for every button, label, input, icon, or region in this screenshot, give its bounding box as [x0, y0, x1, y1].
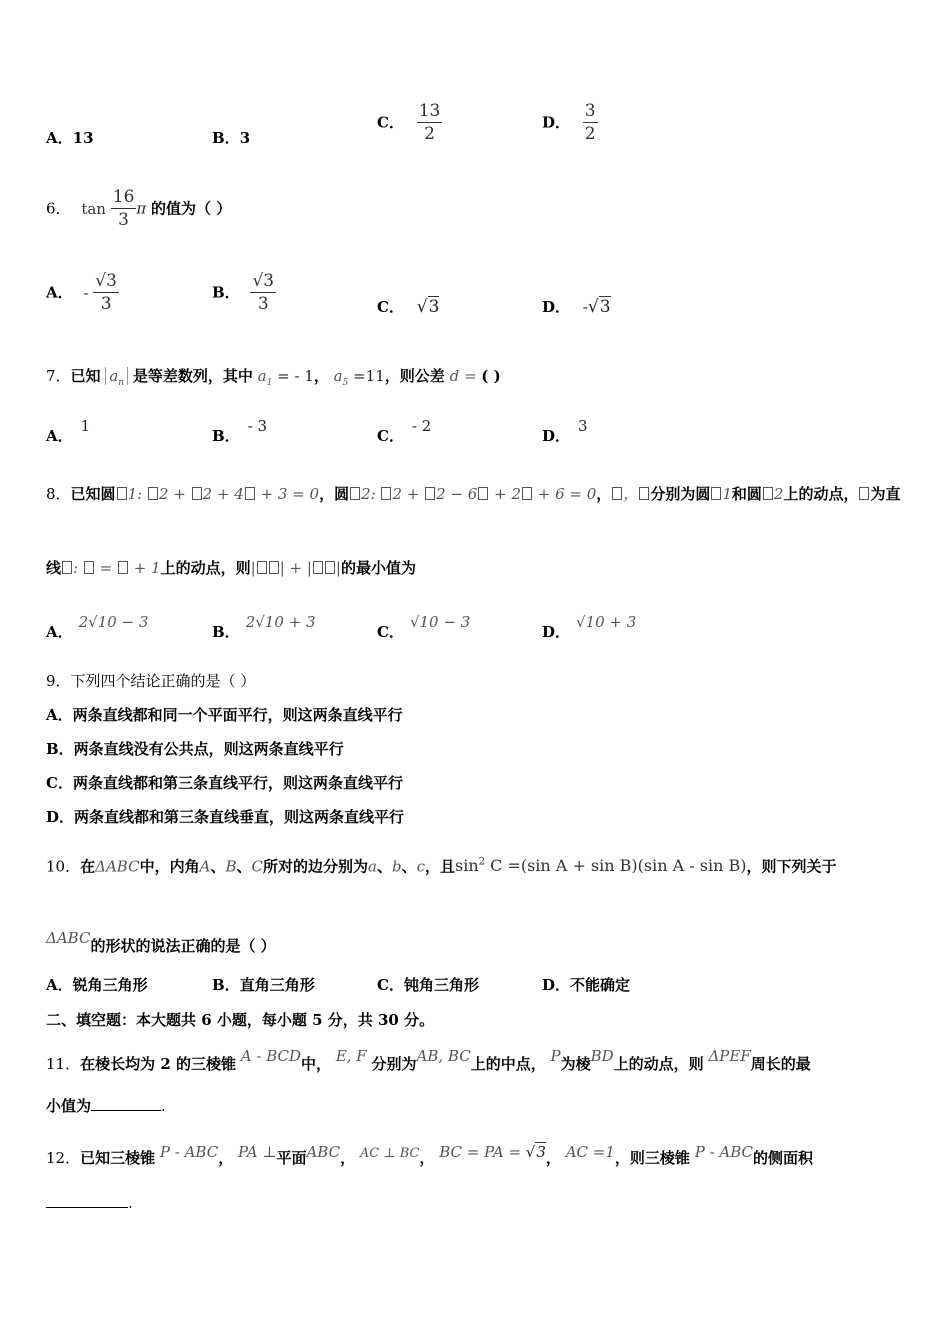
q9-stem: 9．下列四个结论正确的是（ ） — [46, 672, 256, 690]
q11-answer-blank — [91, 1096, 161, 1111]
q10-stem-line2: ΔABC的形状的说法正确的是（ ） — [46, 929, 276, 955]
q9-option-b: B．两条直线没有公共点，则这两条直线平行 — [46, 740, 344, 758]
q11-stem-line2: 小值为 . — [46, 1097, 166, 1115]
q10-option-d: D．不能确定 — [542, 976, 631, 994]
q6-stem: 6． tan $\frac{16}{3}$ π 的值为（ ） — [46, 187, 232, 230]
q6-option-d: D． -√3 — [542, 297, 611, 317]
q7-stem: 7．已知 $a_n$ 是等差数列，其中 $a_1$ = - 1， $a_5 =11$，则公差 d = ( ) — [46, 367, 501, 388]
q8-option-b: B．2√10 + 3 — [212, 613, 316, 641]
q6-option-b: B． $\frac{√3}{3}$ — [212, 271, 275, 314]
q8-option-d: D．√10 + 3 — [542, 613, 637, 641]
q7-option-d: D．3 — [542, 417, 588, 445]
q5-option-c: C． $\frac{13}{2}$ — [377, 101, 441, 144]
q9-option-a: A．两条直线都和同一个平面平行，则这两条直线平行 — [46, 706, 403, 724]
q5-option-a: A．13 — [46, 129, 94, 147]
q9-option-d: D．两条直线都和第三条直线垂直，则这两条直线平行 — [46, 808, 405, 826]
q10-option-a: A．锐角三角形 — [46, 976, 148, 994]
q8-stem-line1: 8．已知圆 1: 2 + 2 + 4 + 3 = 0，圆 2: 2 + 2 − 6 + 2 + 6 = 0， ， 分别为圆 1和圆 2上的动点， 为直 — [46, 485, 901, 503]
q8-option-c: C．√10 − 3 — [377, 613, 471, 641]
q11-stem-line1: 11．在棱长均为 2 的三棱锥 A - BCD中， E, F 分别为AB, BC上的中点， P为棱BD上的动点，则 ΔPEF周长的最 — [46, 1047, 811, 1073]
q7-option-b: B．- 3 — [212, 417, 268, 445]
q6-option-c: C． √3 — [377, 297, 440, 317]
q12-stem-line1: 12．已知三棱锥 P - ABC， PA ⊥平面ABC， AC ⊥ BC， BC = PA = √3， AC =1，则三棱锥 P - ABC的侧面积 — [46, 1143, 814, 1167]
q10-option-b: B．直角三角形 — [212, 976, 315, 994]
q6-option-a: A． - $\frac{√3}{3}$ — [46, 271, 117, 314]
q8-stem-line2: 线 : = + 1上的动点，则| | + | |的最小值为 — [46, 559, 416, 577]
q7-option-c: C．- 2 — [377, 417, 432, 445]
q7-option-a: A．1 — [46, 417, 91, 445]
q5-option-b: B．3 — [212, 129, 251, 147]
section-title: 二、填空题：本大题共 6 小题，每小题 5 分，共 30 分。 — [46, 1011, 435, 1029]
q10-stem-line1: 10．在ΔABC中，内角A、B、C所对的边分别为a、b、c，且$\sin^2 C =(\sin$ A + sin B)(sin A - sin B)，则下列关于 — [46, 856, 837, 876]
q9-option-c: C．两条直线都和第三条直线平行，则这两条直线平行 — [46, 774, 403, 792]
q10-option-c: C．钝角三角形 — [377, 976, 479, 994]
q12-answer-blank — [46, 1193, 128, 1208]
q12-stem-line2: . — [46, 1193, 133, 1213]
q5-option-d: D． $\frac{3}{2}$ — [542, 101, 596, 144]
q8-option-a: A．2√10 − 3 — [46, 613, 149, 641]
